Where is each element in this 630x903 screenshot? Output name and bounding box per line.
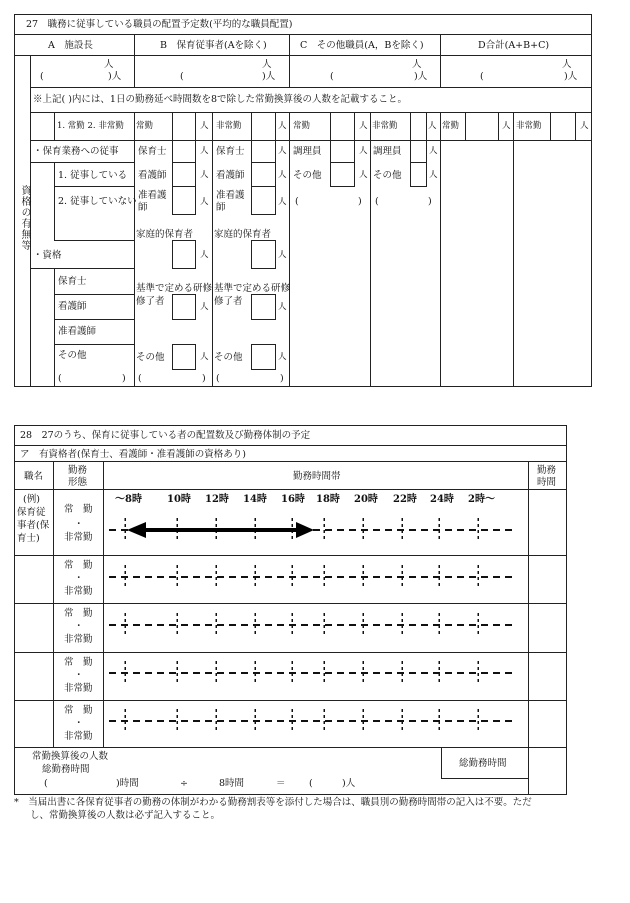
timeline-row-3	[109, 661, 514, 685]
row3-jokin: 常 勤	[64, 657, 93, 668]
b-jo-kenshu2: 修了者	[136, 296, 165, 307]
b-hi-jun2: 師	[216, 202, 226, 213]
duty-option-1: 1. 従事している	[58, 170, 128, 181]
a-total-unit: 人	[104, 59, 114, 70]
row1-hijokin: 非常勤	[64, 586, 93, 597]
example-arrow	[127, 522, 314, 538]
header-form-1: 勤務	[68, 465, 88, 476]
qualification-side-label: 資格の有無等	[19, 185, 30, 251]
hour-label-6: 20時	[354, 494, 378, 505]
d-hijokin-label: 非常勤	[516, 121, 542, 131]
c-hijokin-unit: 人	[428, 121, 437, 131]
qual-label: ・資格	[33, 250, 62, 261]
row0-hijokin: 非常勤	[64, 532, 93, 543]
b-jo-jun2: 師	[138, 202, 148, 213]
row4-hijokin: 非常勤	[64, 731, 93, 742]
d-total-paren-close: )人	[564, 71, 578, 82]
b-jo-hoikushi: 保育士	[138, 146, 167, 157]
b-jo-kenshu-unit: 人	[200, 302, 209, 312]
c-hi-sonota-unit: 人	[429, 170, 438, 180]
b-jokin-unit: 人	[200, 121, 209, 131]
row0-jokin: 常 勤	[64, 504, 93, 515]
b-jo-jun-unit: 人	[200, 197, 209, 207]
header-hours-2: 時間	[537, 477, 557, 488]
hour-label-9: 2時～	[468, 494, 495, 505]
b-hi-katei: 家庭的保育者	[214, 229, 272, 240]
b-jo-kangoshi: 看護師	[138, 170, 167, 181]
example-label-1: (例)	[23, 494, 40, 505]
duty-label: ・保育業務への従事	[33, 146, 119, 157]
b-hi-paren-l: (	[216, 373, 220, 384]
b-jo-katei: 家庭的保育者	[136, 229, 194, 240]
example-arrow-right-head	[296, 522, 314, 538]
b-hi-katei-unit: 人	[278, 250, 287, 260]
c-hi-paren-r: )	[428, 196, 432, 207]
row4-jokin: 常 勤	[64, 705, 93, 716]
row3-hijokin: 非常勤	[64, 683, 93, 694]
formula-open: (	[44, 778, 48, 789]
col-a-header: A 施設長	[48, 40, 93, 51]
row1-jokin: 常 勤	[64, 560, 93, 571]
c-jo-paren-r: )	[358, 196, 362, 207]
hour-label-0: ～8時	[115, 494, 142, 505]
hour-label-5: 18時	[316, 494, 340, 505]
b-jo-sonota-unit: 人	[200, 352, 209, 362]
a-hoikushi: 保育士	[58, 276, 87, 287]
hour-label-7: 22時	[393, 494, 417, 505]
col-b-header: B 保育従事者(Aを除く)	[160, 40, 267, 51]
b-total-unit: 人	[262, 59, 272, 70]
c-hi-chorin-unit: 人	[429, 146, 438, 156]
d-jokin-label: 常勤	[442, 121, 460, 131]
section27-title: 27 職務に従事している職員の配置予定数(平均的な職員配置)	[26, 19, 293, 30]
c-jo-paren-l: (	[295, 196, 299, 207]
example-label-2: 保育従	[17, 507, 46, 518]
b-jo-kangoshi-unit: 人	[200, 170, 209, 180]
c-hijokin-label: 非常勤	[372, 121, 398, 131]
b-hi-sonota: その他	[214, 352, 243, 363]
a-sonota: その他	[58, 350, 87, 361]
c-total-paren-close: )人	[414, 71, 428, 82]
c-jo-sonota-unit: 人	[359, 170, 368, 180]
row2-jokin: 常 勤	[64, 608, 93, 619]
footnote-line2: し、常勤換算後の人数は必ず記入すること。	[30, 810, 221, 821]
section28-subtitle: ア 有資格者(保育士、看護師・准看護師の資格あり)	[20, 449, 246, 460]
a-total-paren-open: (	[40, 71, 44, 82]
hour-label-1: 10時	[167, 494, 191, 505]
c-jo-sonota: その他	[293, 170, 322, 181]
header-job-name: 職名	[24, 471, 44, 482]
example-arrow-left-head	[127, 522, 146, 538]
formula-hours: )時間	[116, 778, 139, 789]
header-hours-1: 勤務	[537, 465, 557, 476]
col-c-header: C その他職員(A，Bを除く)	[300, 40, 424, 51]
formula-persons: )人	[342, 778, 356, 789]
a-jun-kangoshi: 准看護師	[58, 326, 97, 337]
b-jo-katei-unit: 人	[200, 250, 209, 260]
footnote-line1: * 当届出書に各保育従事者の勤務の体制がわかる勤務割表等を添付した場合は、職員別の勤務時間帯の記入は不要。ただ	[14, 797, 532, 808]
d-jokin-unit: 人	[502, 121, 511, 131]
formula-divide: ÷	[180, 778, 188, 789]
c-hi-paren-l: (	[375, 196, 379, 207]
c-hi-chorin: 調理員	[373, 146, 402, 157]
hour-label-8: 24時	[430, 494, 454, 505]
note-text: ※上記( )内には、1日の勤務延べ時間数を8で除した常勤換算後の人数を記載すること。	[33, 94, 408, 105]
c-total-unit: 人	[412, 59, 422, 70]
b-jo-paren-r: )	[202, 373, 206, 384]
c-jokin-label: 常勤	[293, 121, 311, 131]
b-hi-hoikushi-unit: 人	[278, 146, 287, 156]
b-hi-kangoshi: 看護師	[216, 170, 245, 181]
header-time-band: 勤務時間帯	[293, 471, 341, 482]
b-jo-paren-l: (	[138, 373, 142, 384]
d-total-paren-open: (	[480, 71, 484, 82]
row2-hijokin: 非常勤	[64, 634, 93, 645]
conv-label: 常勤換算後の人数	[32, 751, 109, 762]
c-total-paren-open: (	[330, 71, 334, 82]
hour-label-3: 14時	[243, 494, 267, 505]
formula-paren: (	[309, 778, 313, 789]
a-sonota-paren-l: (	[58, 373, 62, 384]
c-jo-chorin: 調理員	[293, 146, 322, 157]
a-sonota-paren-r: )	[122, 373, 126, 384]
row1-dot: ・	[74, 573, 84, 584]
b-hi-paren-r: )	[280, 373, 284, 384]
row3-dot: ・	[74, 670, 84, 681]
b-jo-jun1: 准看護	[138, 190, 167, 201]
a-total-paren-close: )人	[108, 71, 122, 82]
b-hijokin-unit: 人	[278, 121, 287, 131]
d-total-unit: 人	[562, 59, 572, 70]
b-jo-hoikushi-unit: 人	[200, 146, 209, 156]
timeline-row-2	[109, 613, 514, 637]
example-label-4: 育士)	[17, 533, 40, 544]
b-hi-jun1: 准看護	[216, 190, 245, 201]
b-hi-kenshu-unit: 人	[278, 302, 287, 312]
a-kangoshi: 看護師	[58, 301, 87, 312]
row4-dot: ・	[74, 718, 84, 729]
hour-label-4: 16時	[281, 494, 305, 505]
b-jo-kenshu1: 基準で定める研修	[136, 283, 213, 294]
row2-dot: ・	[74, 621, 84, 632]
hour-label-2: 12時	[205, 494, 229, 505]
b-hijokin-label: 非常勤	[216, 121, 242, 131]
d-hijokin-unit: 人	[580, 121, 589, 131]
header-form-2: 形態	[68, 477, 88, 488]
c-jokin-unit: 人	[359, 121, 368, 131]
total-hours-box-label: 総勤務時間	[459, 758, 507, 769]
formula-equals: ＝	[276, 778, 286, 789]
section28-title: 28 27のうち、保育に従事している者の配置数及び勤務体制の予定	[20, 430, 311, 441]
row1-a-status: 1. 常勤 2. 非常勤	[57, 121, 124, 131]
timeline-row-1	[109, 565, 514, 589]
b-hi-kenshu1: 基準で定める研修	[214, 283, 291, 294]
b-hi-jun-unit: 人	[278, 197, 287, 207]
b-total-paren-open: (	[180, 71, 184, 82]
b-jo-sonota: その他	[136, 352, 165, 363]
b-hi-kenshu2: 修了者	[214, 296, 243, 307]
formula-8h: 8時間	[219, 778, 245, 789]
b-jokin-label: 常勤	[136, 121, 154, 131]
col-d-header: D合計(A+B+C)	[478, 40, 550, 51]
c-hi-sonota: その他	[373, 170, 402, 181]
total-hours-label: 総勤務時間	[42, 764, 90, 775]
b-hi-kangoshi-unit: 人	[278, 170, 287, 180]
b-hi-hoikushi: 保育士	[216, 146, 245, 157]
b-total-paren-close: )人	[262, 71, 276, 82]
timeline-row-4	[109, 709, 514, 733]
b-hi-sonota-unit: 人	[278, 352, 287, 362]
row0-dot: ・	[74, 519, 84, 530]
duty-option-2: 2. 従事していない	[58, 196, 137, 207]
example-label-3: 事者(保	[17, 520, 50, 531]
c-jo-chorin-unit: 人	[359, 146, 368, 156]
